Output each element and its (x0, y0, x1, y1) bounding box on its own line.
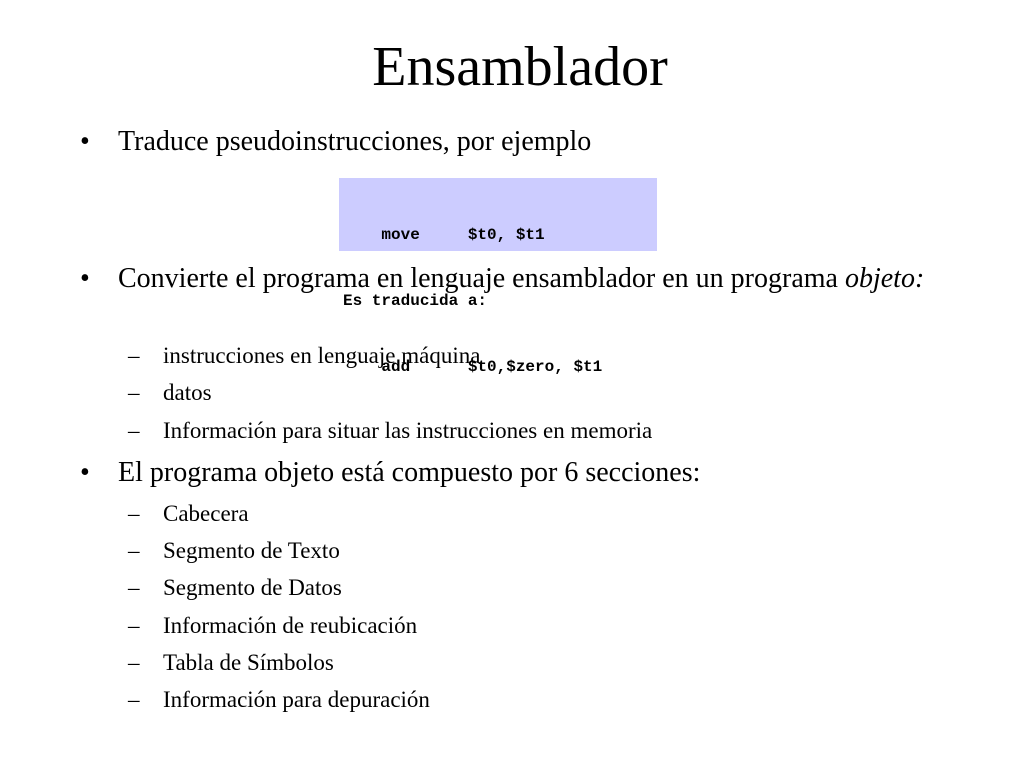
bullet-text-emphasis: objeto: (844, 263, 925, 294)
bullet-marker: • (80, 126, 90, 157)
dash-marker: – (128, 501, 140, 526)
bullet-marker: • (80, 457, 90, 488)
slide-title: Ensamblador (372, 36, 668, 98)
sub-item-text: Cabecera (163, 501, 249, 526)
dash-marker: – (128, 687, 140, 712)
bullet-marker: • (80, 263, 90, 294)
code-block (339, 178, 657, 376)
bullet-text (118, 261, 938, 297)
sub-item-text: datos (163, 380, 212, 405)
bullet-text: El programa objeto está compuesto por 6 secciones: (118, 457, 701, 488)
code-line: add $t0,$zero, $t1 (343, 358, 603, 376)
bullet-text-main: Convierte el programa en lenguaje ensamblador en un programa (118, 263, 845, 294)
code-line: move $t0, $t1 (343, 226, 545, 244)
dash-marker: – (128, 343, 140, 368)
dash-marker: – (128, 575, 140, 600)
sub-item-text: Información de reubicación (163, 613, 418, 638)
dash-marker: – (128, 418, 140, 443)
bullet-text: Traduce pseudoinstrucciones, por ejemplo (118, 126, 592, 157)
dash-marker: – (128, 538, 140, 563)
sub-item-text: instrucciones en lenguaje máquina (163, 343, 481, 368)
sub-item-text: Información para situar las instrucciones en memoria (163, 418, 653, 443)
dash-marker: – (128, 380, 140, 405)
dash-marker: – (128, 613, 140, 638)
sub-item-text: Tabla de Símbolos (163, 650, 334, 675)
dash-marker: – (128, 650, 140, 675)
sub-item-text: Información para depuración (163, 687, 430, 712)
sub-item-text: Segmento de Datos (163, 575, 342, 600)
sub-item-text: Segmento de Texto (163, 538, 340, 563)
code-line: Es traducida a: (343, 292, 488, 310)
